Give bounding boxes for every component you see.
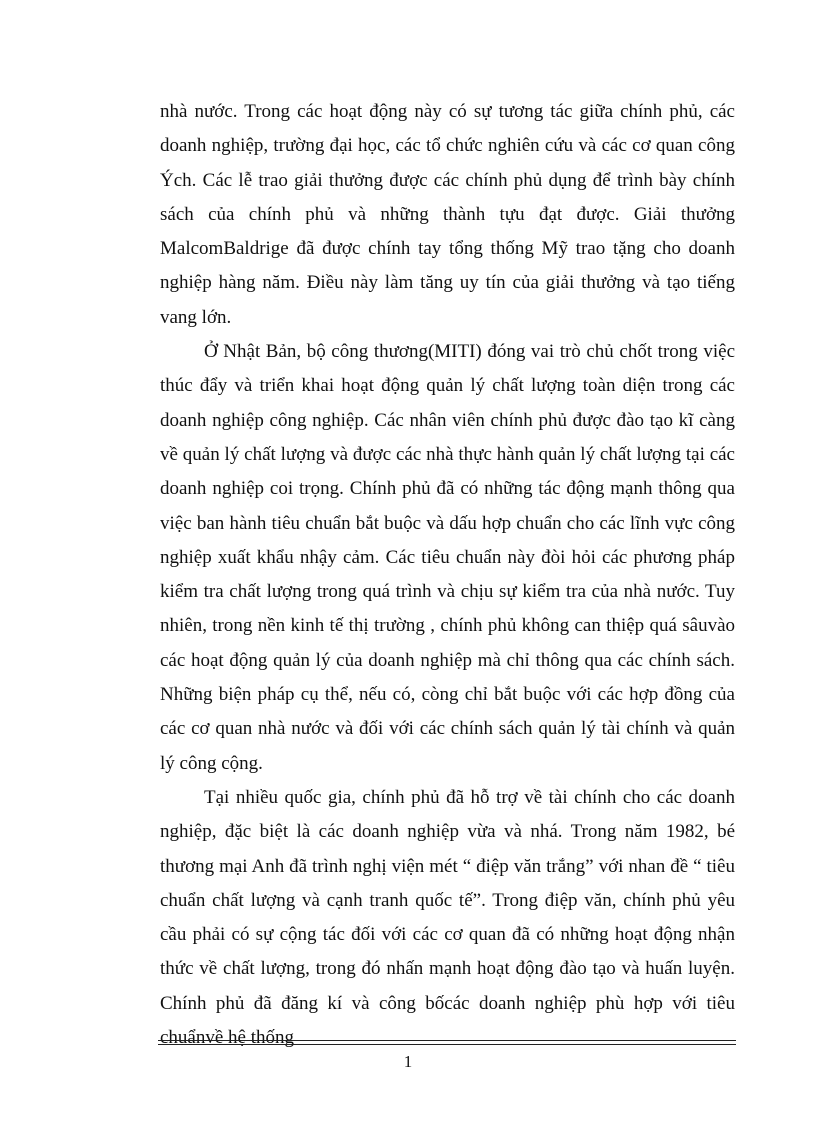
paragraph-1: nhà nước. Trong các hoạt động này có sự tương tác giữa chính phủ, các doanh nghiệp, trường đại học, các tổ chức nghiên cứu và các cơ quan công Ých. Các lễ trao giải thưởng được các chính phủ dụng để trình bày chính sách của chính phủ và những thành tựu đạt được. Giải thưởng MalcomBaldrige đã được chính tay tổng thống Mỹ trao tặng cho doanh nghiệp hàng năm. Điều này làm tăng uy tín của giải thưởng và tạo tiếng vang lớn.: [160, 101, 735, 328]
page-number: 1: [403, 1052, 413, 1071]
paragraph-2: Ở Nhật Bản, bộ công thương(MITI) đóng vai trò chủ chốt trong việc thúc đẩy và triển khai hoạt động quản lý chất lượng toàn diện trong các doanh nghiệp công nghiệp. Các nhân viên chính phủ được đào tạo kĩ càng về quản lý chất lượng và được các nhà thực hành quản lý chất lượng tại các doanh nghiệp coi trọng. Chính phủ đã có những tác động mạnh thông qua việc ban hành tiêu chuẩn bắt buộc và dấu hợp chuẩn cho các lĩnh vực công nghiệp xuất khẩu nhậy cảm. Các tiêu chuẩn này đòi hỏi các phương pháp kiểm tra chất lượng trong quá trình và chịu sự kiểm tra của nhà nước. Tuy nhiên, trong nền kinh tế thị trường , chính phủ không can thiệp quá sâuvào các hoạt động quản lý của doanh nghiệp mà chỉ thông qua các chính sách. Những biện pháp cụ thể, nếu có, còng chỉ bắt buộc với các hợp đồng của các cơ quan nhà nước và đối với các chính sách quản lý tài chính và quản lý công cộng.: [160, 341, 735, 774]
footer-double-rule: [158, 1040, 736, 1045]
paragraph-3: Tại nhiều quốc gia, chính phủ đã hỗ trợ về tài chính cho các doanh nghiệp, đặc biệt là các doanh nghiệp vừa và nhá. Trong năm 1982, bé thương mại Anh đã trình nghị viện mét “ điệp văn trắng” với nhan đề “ tiêu chuẩn chất lượng và cạnh tranh quốc tế”. Trong điệp văn, chính phủ yêu cầu phải có sự cộng tác đối với các cơ quan đã có những hoạt động nhận thức về chất lượng, trong đó nhấn mạnh hoạt động đào tạo và huấn luyện. Chính phủ đã đăng kí và công bốcác doanh nghiệp phù hợp với tiêu chuẩnvề hệ thống: [160, 786, 735, 1049]
body-text: [160, 95, 735, 1055]
